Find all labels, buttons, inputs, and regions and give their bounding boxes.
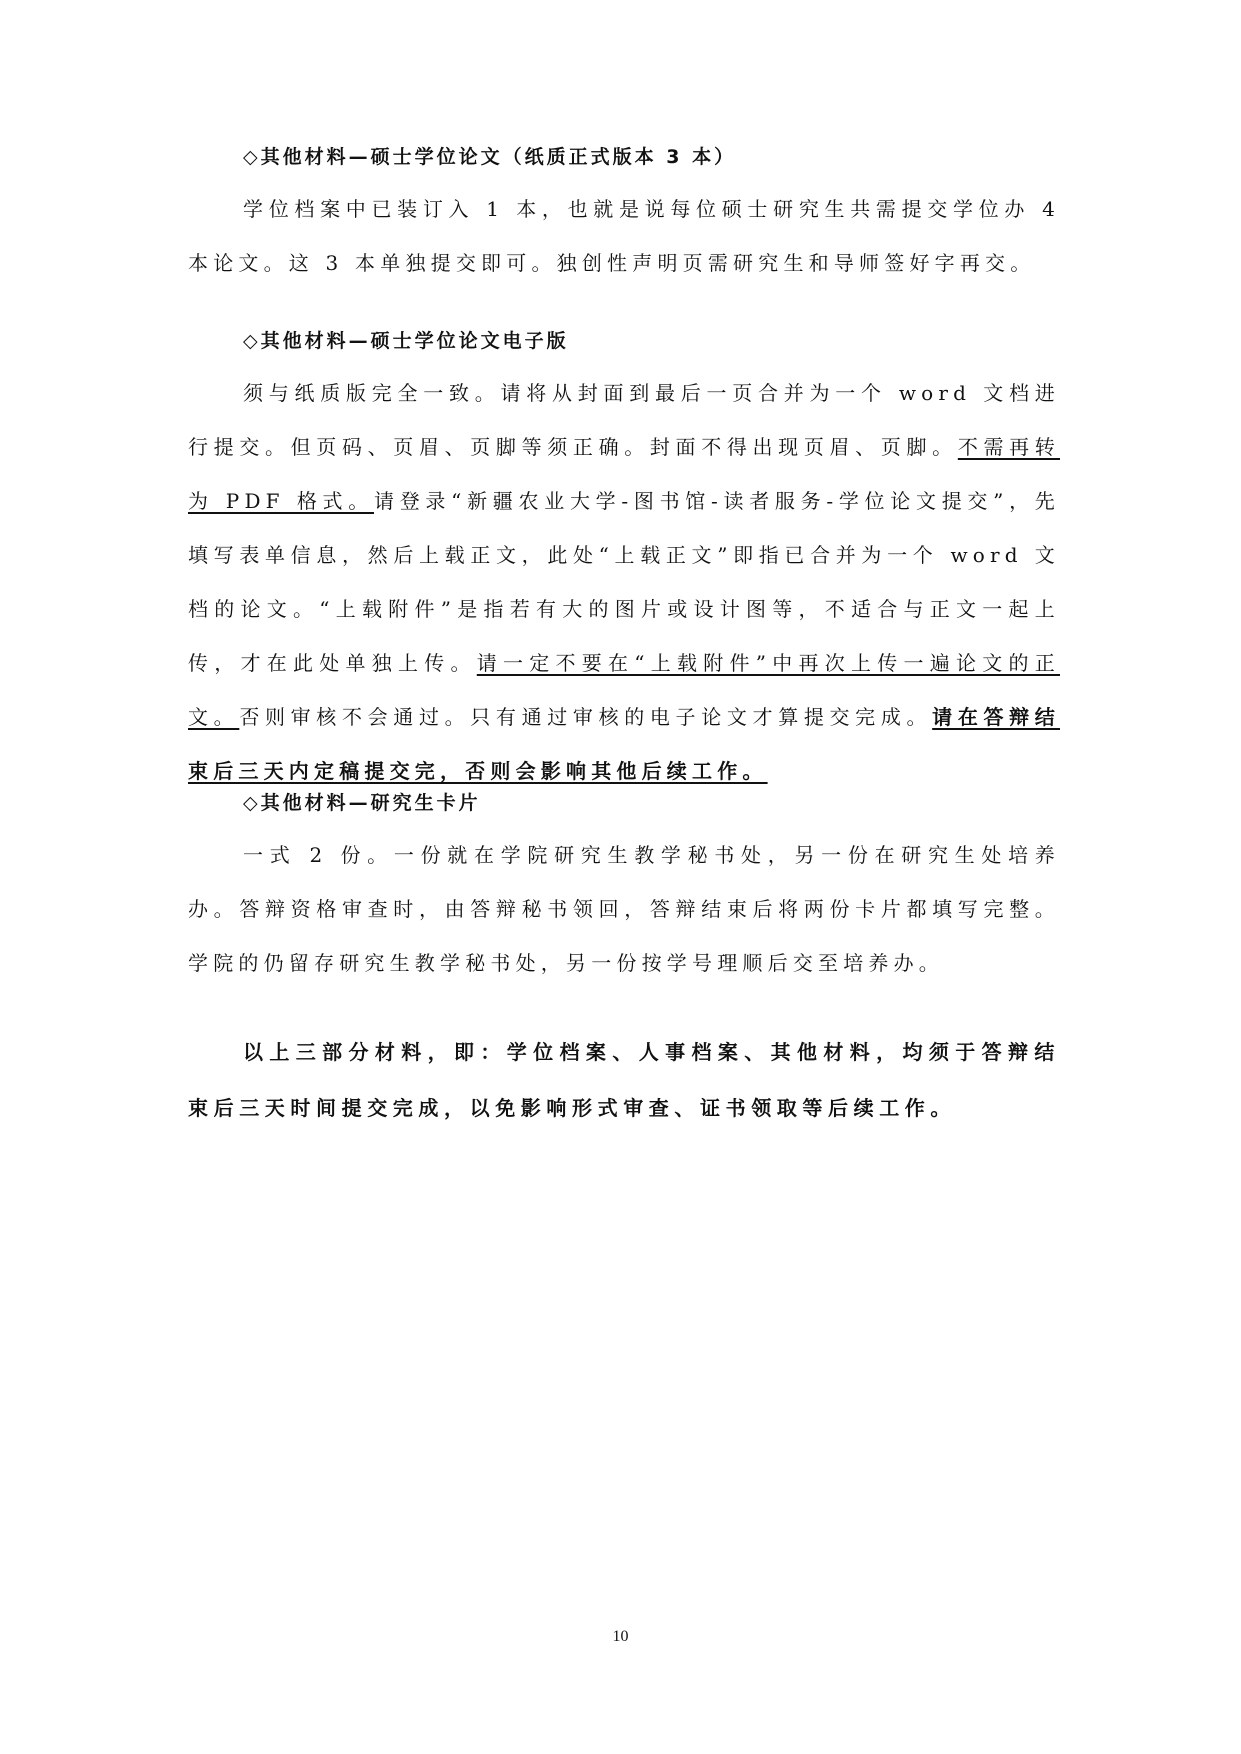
section-student-card — [188, 788, 1060, 990]
section-heading: ◇其他材料—硕士学位论文电子版 — [243, 330, 569, 352]
page-number: 10 — [612, 1628, 629, 1645]
text-run: 须与纸质版完全一致。请将从封面到最后一页合并为一个 word 文档进行提交。但页码、页眉、页脚等须正确。封面不得出现页眉、页脚。 — [188, 381, 1060, 459]
section-heading: ◇其他材料—硕士学位论文（纸质正式版本 3 本） — [243, 146, 737, 168]
section-heading: ◇其他材料—研究生卡片 — [243, 792, 481, 814]
section-printed-thesis — [188, 142, 1060, 290]
underlined-note-pdf: 不需再转为 PDF 格式。 — [188, 435, 1060, 513]
summary-paragraph: 以上三部分材料，即：学位档案、人事档案、其他材料，均须于答辩结束后三天时间提交完成，以免影响形式审查、证书领取等后续工作。 — [188, 1040, 1060, 1120]
summary-block — [188, 1024, 1060, 1136]
section-paragraph: 学位档案中已装订入 1 本，也就是说每位硕士研究生共需提交学位办 4 本论文。这 3 本单独提交即可。独创性声明页需研究生和导师签好字再交。 — [188, 197, 1060, 275]
text-run: 请登录“新疆农业大学-图书馆-读者服务-学位论文提交”，先填写表单信息，然后上载正文，此处“上载正文”即指已合并为一个 word 文档的论文。“上载附件”是指若有大的图片或设计图等，不适合与正文一起上传，才在此处单独上传。 — [188, 489, 1060, 675]
text-run: 否则审核不会通过。只有通过审核的电子论文才算提交完成。 — [239, 705, 933, 729]
underlined-bold-deadline: 请在答辩结束后三天内定稿提交完，否则会影响其他后续工作。 — [188, 705, 1060, 783]
section-paragraph: 一式 2 份。一份就在学院研究生教学秘书处，另一份在研究生处培养办。答辩资格审查时，由答辩秘书领回，答辩结束后将两份卡片都填写完整。学院的仍留存研究生教学秘书处，另一份按学号理顺后交至培养办。 — [188, 843, 1060, 975]
section-paragraph — [188, 366, 1060, 798]
section-electronic-thesis — [188, 326, 1060, 798]
underlined-warning-attachment: 请一定不要在“上载附件”中再次上传一遍论文的正文。 — [188, 651, 1060, 729]
